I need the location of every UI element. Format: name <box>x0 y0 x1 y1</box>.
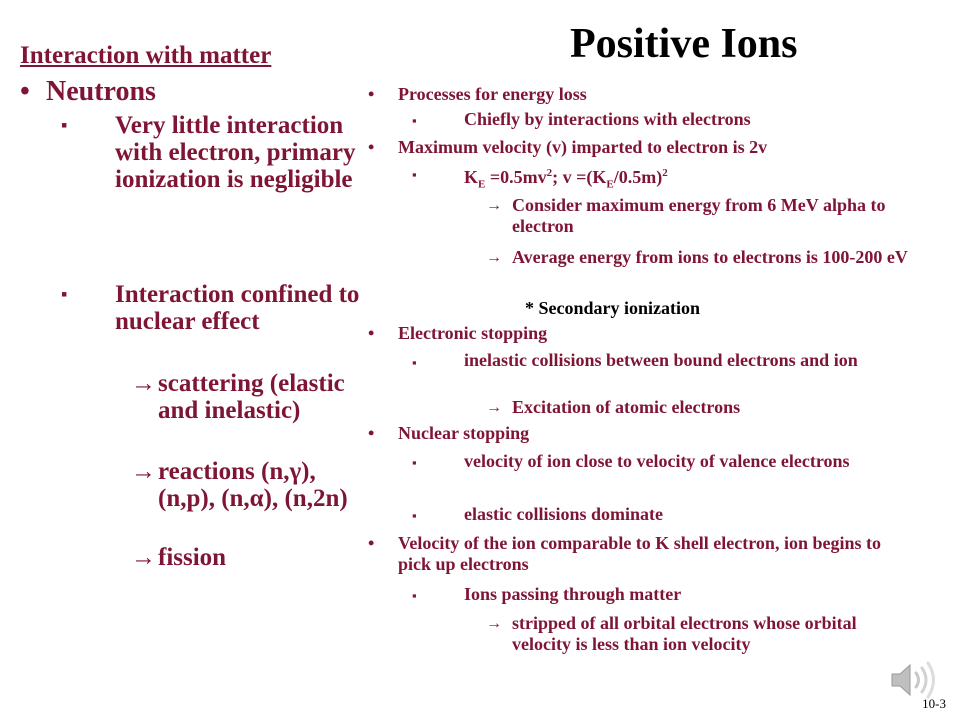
arrow-icon: → <box>131 458 156 485</box>
arrow-icon: → <box>486 615 502 632</box>
sub-text: Ions passing through matter <box>464 584 682 604</box>
arrow-icon: → <box>131 370 156 397</box>
bullet-marker: • <box>20 76 30 107</box>
formula-sup: 2 <box>662 167 668 179</box>
arrow-icon: → <box>486 249 502 266</box>
bullet-marker: • <box>368 84 375 104</box>
arrow-text: reactions (n,γ), (n,p), (n,α), (n,2n) <box>158 458 348 512</box>
slide-number: 10-3 <box>922 696 946 711</box>
bullet-marker: • <box>368 533 375 553</box>
sub-text: Interaction confined to nuclear effect <box>115 281 360 335</box>
arrow-text: Average energy from ions to electrons is 100-200 eV <box>512 247 908 267</box>
sub-text: elastic collisions dominate <box>464 504 663 524</box>
bullet-marker: • <box>368 323 375 343</box>
square-marker: ▪ <box>61 115 68 135</box>
square-marker: ▪ <box>412 455 417 470</box>
bullet-text: Electronic stopping <box>398 323 548 343</box>
arrow-text: scattering (elastic and inelastic) <box>158 370 345 424</box>
formula-part: /0.5m) <box>613 167 663 187</box>
formula-text <box>464 163 924 196</box>
bullet-text: Velocity of the ion comparable to K shell electron, ion begins to pick up electrons <box>398 533 881 574</box>
sub-text: Chiefly by interactions with electrons <box>464 109 751 129</box>
arrow-text: stripped of all orbital electrons whose orbital velocity is less than ion velocity <box>512 613 857 654</box>
formula-part: K <box>464 167 479 187</box>
sub-text: velocity of ion close to velocity of valence electrons <box>464 451 850 471</box>
left-heading: Interaction with matter <box>20 42 272 69</box>
square-marker: ▪ <box>412 588 417 603</box>
formula-sup: 2 <box>546 167 553 179</box>
formula-part: =0.5mv <box>485 167 547 187</box>
bullet-text: Neutrons <box>46 76 156 107</box>
arrow-icon: → <box>131 544 156 571</box>
bullet-marker: • <box>368 423 375 443</box>
square-marker: ▪ <box>412 167 417 182</box>
arrow-text: Consider maximum energy from 6 MeV alpha to electron <box>512 195 886 236</box>
bullet-text: Maximum velocity (v) imparted to electron is 2v <box>398 137 768 157</box>
formula-part: ; v =(K <box>552 167 607 187</box>
arrow-text: Excitation of atomic electrons <box>512 397 741 417</box>
arrow-text: fission <box>158 544 227 571</box>
formula-sub: E <box>478 178 486 191</box>
arrow-icon: → <box>486 197 502 214</box>
square-marker: ▪ <box>412 508 417 523</box>
slide-title: Positive Ions <box>570 21 798 67</box>
sub-text: Very little interaction with electron, primary ionization is negligible <box>115 112 356 193</box>
square-marker: ▪ <box>412 113 417 128</box>
bullet-marker: • <box>368 137 375 157</box>
bullet-text: Processes for energy loss <box>398 84 587 104</box>
square-marker: ▪ <box>61 284 68 304</box>
speaker-icon[interactable] <box>888 660 944 700</box>
right-star-note: * Secondary ionization <box>525 298 701 318</box>
sub-text: inelastic collisions between bound electrons and ion <box>464 350 858 370</box>
bullet-text: Nuclear stopping <box>398 423 530 443</box>
formula-sub: E <box>606 178 614 191</box>
square-marker: ▪ <box>412 355 417 370</box>
arrow-icon: → <box>486 399 502 416</box>
